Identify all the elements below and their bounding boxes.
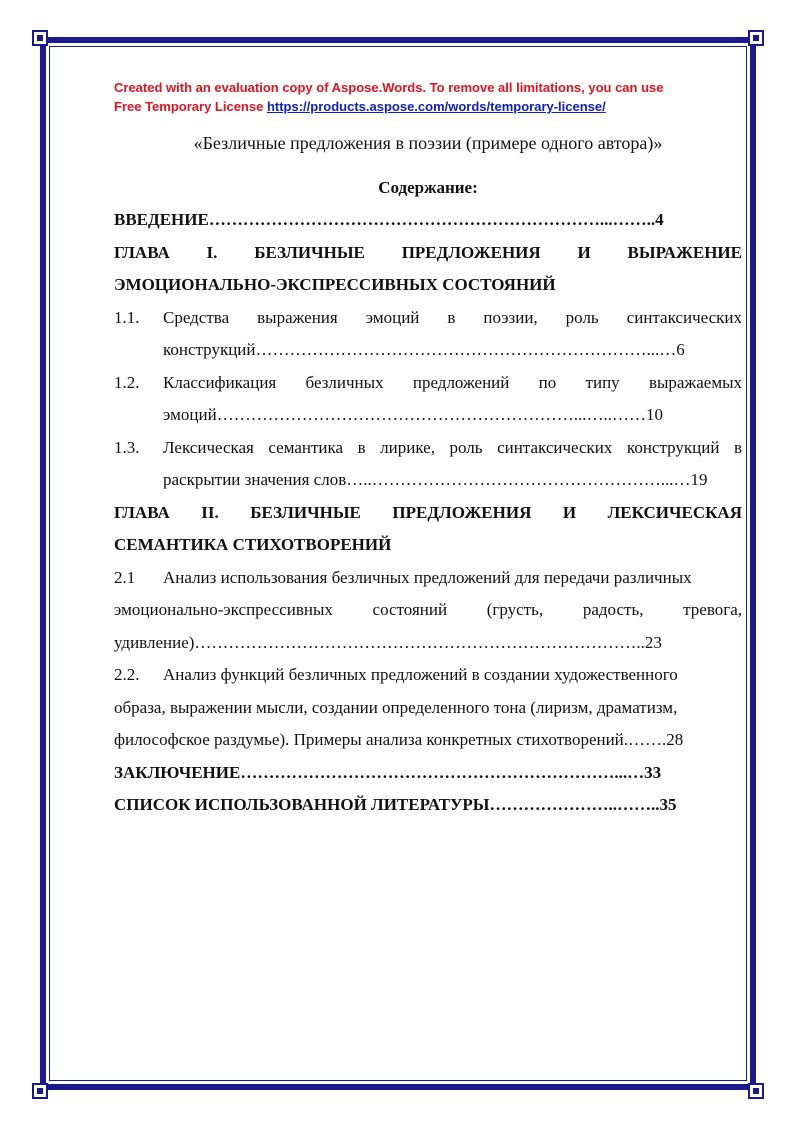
toc-entry-section-2-2-line2: образа, выражении мысли, создании определенного тона (лиризм, драматизм, xyxy=(114,697,678,717)
evaluation-notice-line2 xyxy=(114,97,754,116)
section-number: 1.2. xyxy=(114,372,140,392)
toc-entry-references: СПИСОК ИСПОЛЬЗОВАННОЙ ЛИТЕРАТУРЫ…………………..……..35 xyxy=(114,795,677,814)
toc-entry-chapter2-line1: ГЛАВА II. БЕЗЛИЧНЫЕ ПРЕДЛОЖЕНИЯ И ЛЕКСИЧЕСКАЯ xyxy=(114,502,742,522)
toc-entry-section-1-1-line2: конструкций……………………………………………………………...…6 xyxy=(163,340,685,359)
evaluation-license-text: Free Temporary License xyxy=(114,99,264,114)
toc-entry-section-2-1-line1 xyxy=(114,562,742,595)
section-title: Средства выражения эмоций в поэзии, роль синтаксических xyxy=(163,307,742,327)
toc-entry-section-1-2-line1 xyxy=(114,367,742,400)
toc-heading: Содержание: xyxy=(378,178,478,197)
section-title: Анализ использования безличных предложений для передачи различных xyxy=(163,567,692,587)
table-of-contents xyxy=(114,204,742,822)
toc-entry-chapter1-line1: ГЛАВА I. БЕЗЛИЧНЫЕ ПРЕДЛОЖЕНИЯ И ВЫРАЖЕНИЕ xyxy=(114,242,742,262)
toc-entry-section-2-1-line2: эмоционально-экспрессивных состояний (грусть, радость, тревога, xyxy=(114,600,742,619)
section-number: 1.3. xyxy=(114,437,140,457)
section-number: 1.1. xyxy=(114,307,140,327)
toc-entry-chapter2-line2: СЕМАНТИКА СТИХОТВОРЕНИЙ xyxy=(114,535,392,554)
toc-entry-section-1-1-line1 xyxy=(114,302,742,335)
document-title: «Безличные предложения в поэзии (примере одного автора)» xyxy=(193,133,663,153)
evaluation-notice-line1: Created with an evaluation copy of Aspose.Words. To remove all limitations, you can use xyxy=(114,80,664,95)
border-corner-top-right xyxy=(748,30,764,46)
section-title: Лексическая семантика в лирике, роль синтаксических конструкций в xyxy=(163,437,742,457)
toc-entry-introduction: ВВЕДЕНИЕ……………………………………………………………...……..4 xyxy=(114,210,664,229)
border-corner-top-left xyxy=(32,30,48,46)
toc-entry-section-2-2-line1 xyxy=(114,659,742,692)
toc-entry-section-1-3-line2: раскрытии значения слов…..……………………………………………...…19 xyxy=(163,470,708,489)
toc-entry-section-1-3-line1 xyxy=(114,432,742,465)
toc-entry-conclusion: ЗАКЛЮЧЕНИЕ…………………………………………………………...…33 xyxy=(114,762,662,782)
section-number: 2.1 xyxy=(114,567,136,587)
toc-entry-section-2-2-line3: философское раздумье). Примеры анализа конкретных стихотворений.…….28 xyxy=(114,730,684,749)
section-number: 2.2. xyxy=(114,665,140,684)
toc-entry-section-2-1-line3: удивление)……………………………………………………………………..23 xyxy=(114,632,662,652)
toc-entry-chapter1-line2: ЭМОЦИОНАЛЬНО-ЭКСПРЕССИВНЫХ СОСТОЯНИЙ xyxy=(114,275,556,294)
section-title: Классификация безличных предложений по типу выражаемых xyxy=(163,372,742,392)
evaluation-notice xyxy=(114,78,754,116)
border-corner-bottom-left xyxy=(32,1083,48,1099)
toc-entry-section-1-2-line2: эмоций………………………………………………………...…..……10 xyxy=(163,405,663,424)
section-title: Анализ функций безличных предложений в создании художественного xyxy=(163,665,678,684)
border-corner-bottom-right xyxy=(748,1083,764,1099)
evaluation-license-link[interactable]: https://products.aspose.com/words/temporary-license/ xyxy=(266,99,606,114)
